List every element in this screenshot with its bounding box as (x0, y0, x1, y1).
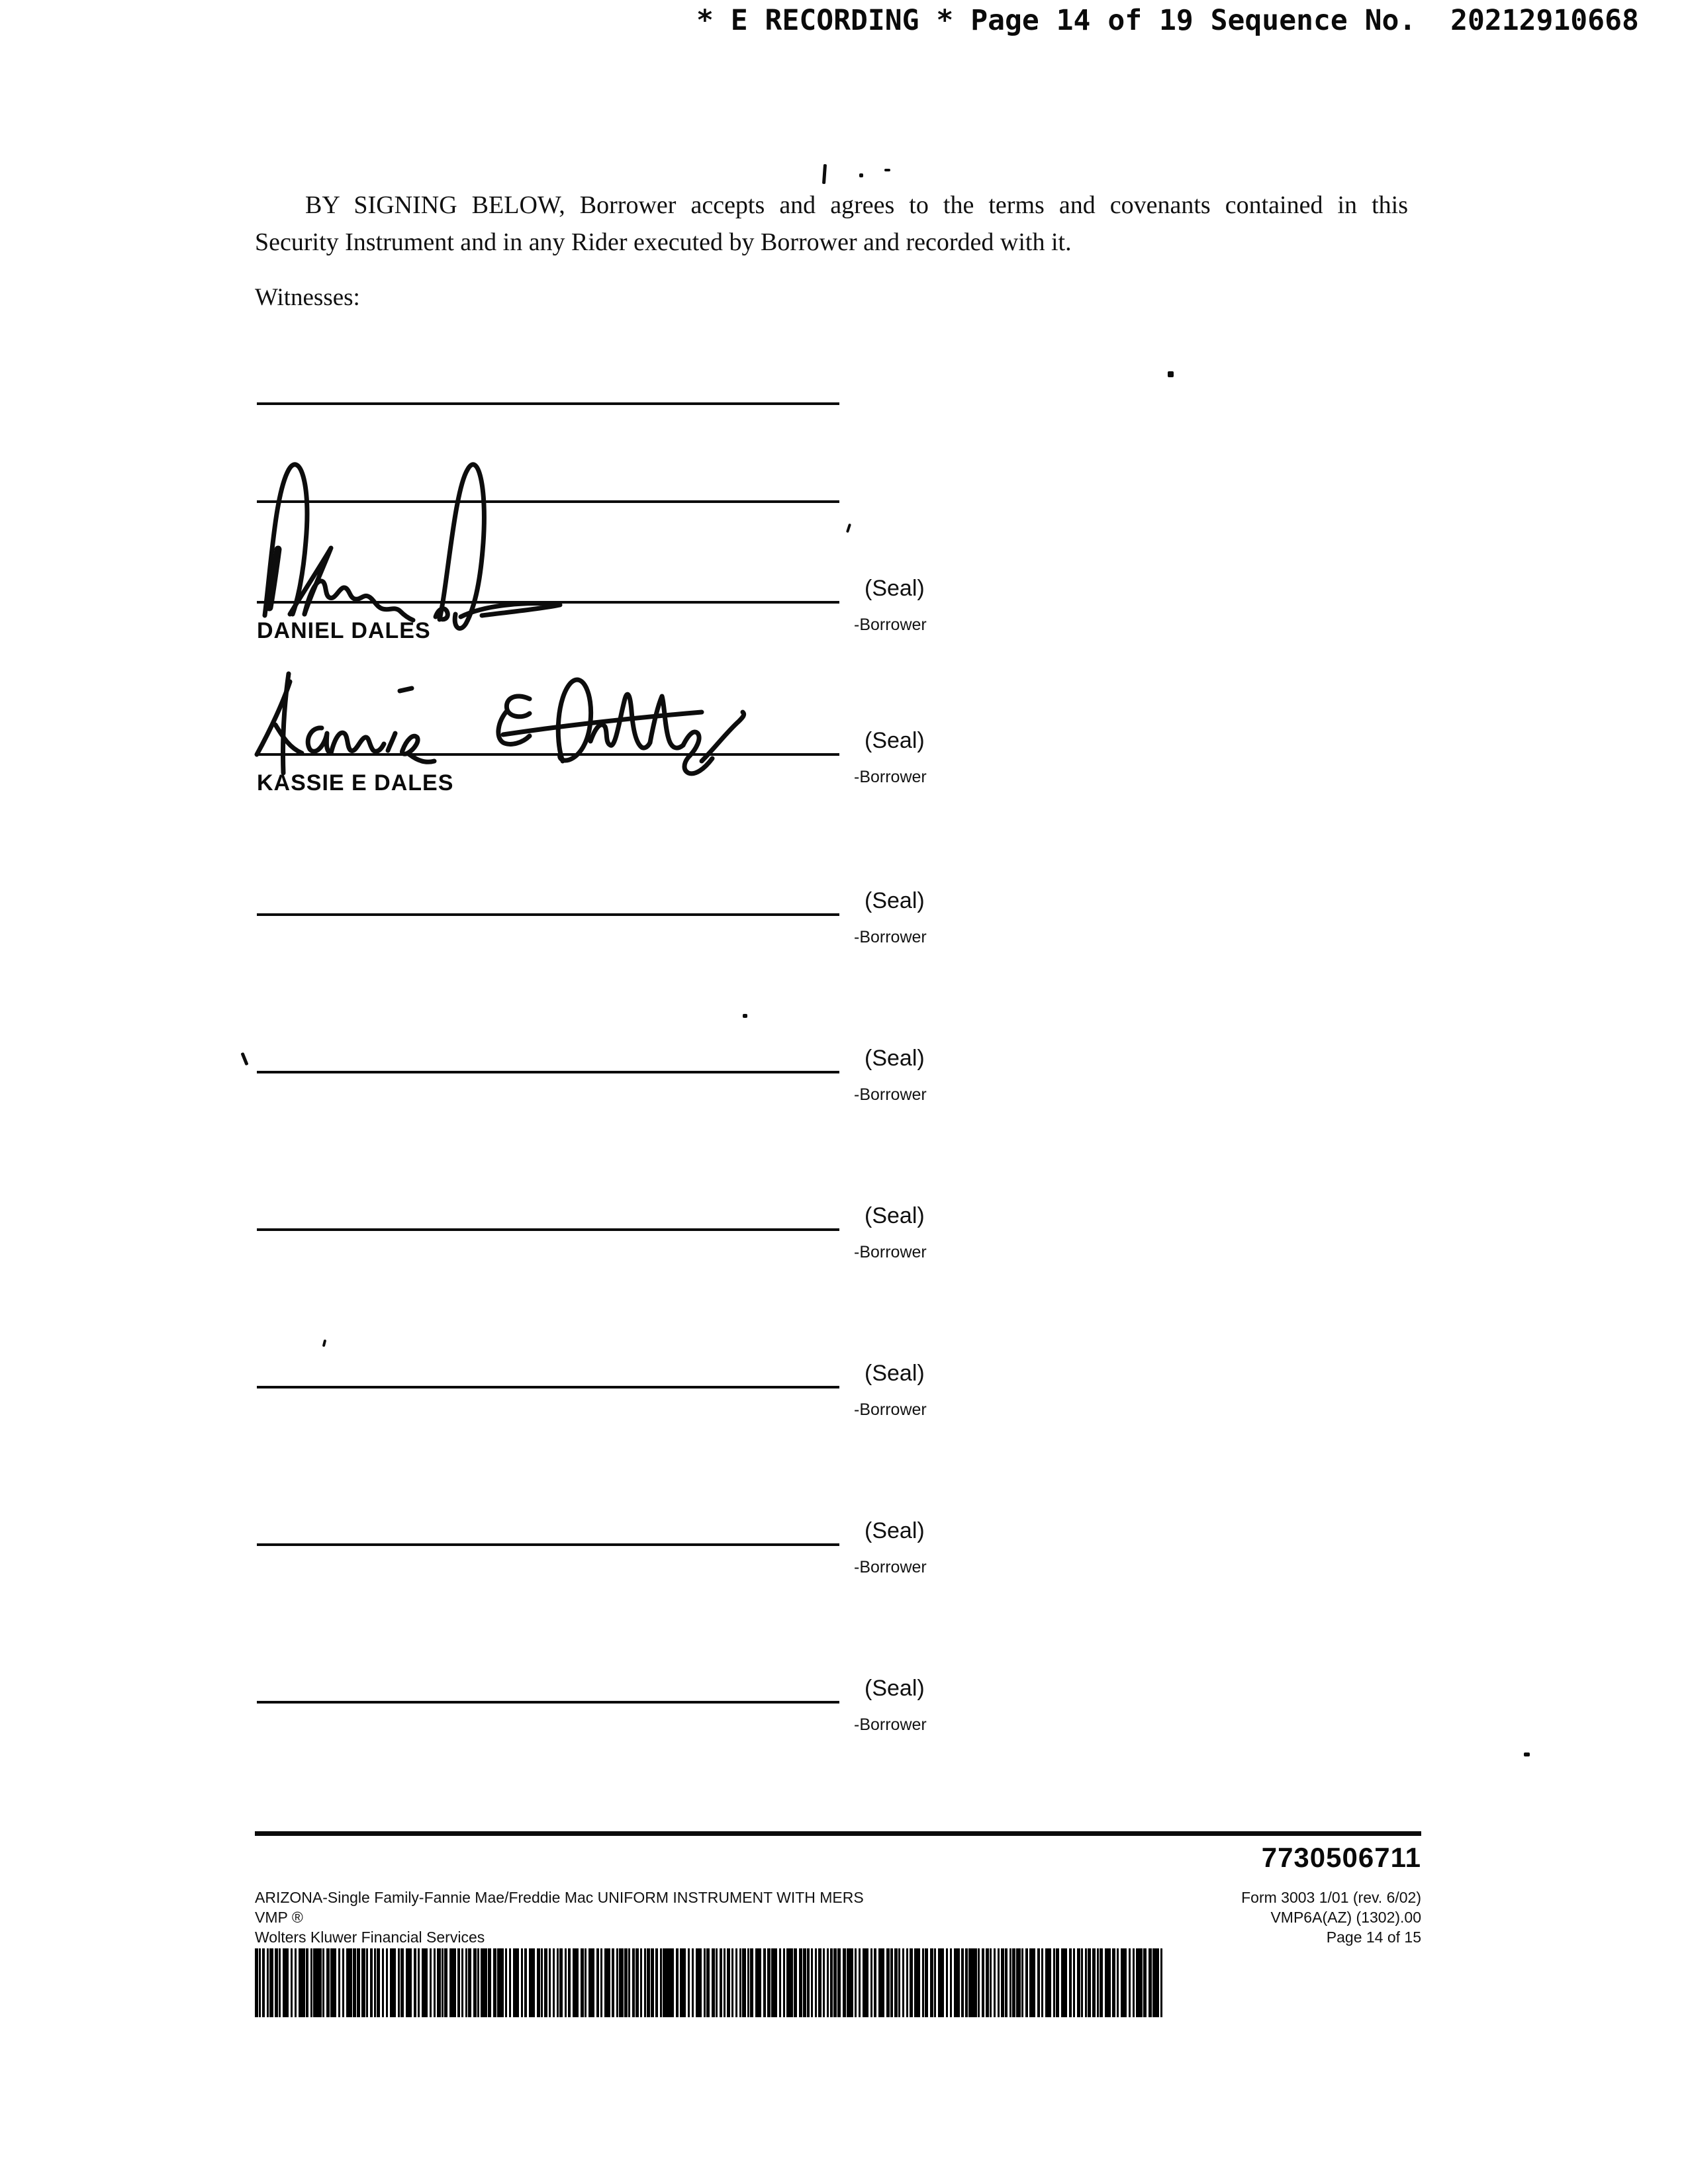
seal-label: (Seal) (865, 1203, 925, 1228)
seal-label: (Seal) (865, 1518, 925, 1543)
borrower-label: -Borrower (854, 1715, 927, 1734)
seal-label: (Seal) (865, 1046, 925, 1071)
signature-row-daniel (0, 563, 1688, 652)
borrower-label: -Borrower (854, 615, 927, 634)
signature-line (257, 1386, 839, 1388)
signature-line (257, 601, 839, 604)
signer-name: KASSIE E DALES (257, 770, 454, 796)
signer-name: DANIEL DALES (257, 618, 431, 643)
signature-line (257, 753, 839, 756)
witness-line-1 (257, 402, 839, 405)
form-number: Form 3003 1/01 (rev. 6/02) (1241, 1889, 1421, 1906)
publisher-label: Wolters Kluwer Financial Services (255, 1929, 485, 1946)
signature-line (257, 913, 839, 916)
borrower-label: -Borrower (854, 1085, 927, 1104)
signature-line (257, 1543, 839, 1546)
barcode (255, 1948, 1163, 2017)
borrower-label: -Borrower (854, 1558, 927, 1576)
seal-label: (Seal) (865, 728, 925, 753)
seal-label: (Seal) (865, 576, 925, 601)
loan-number: 7730506711 (1261, 1842, 1421, 1873)
signature-row-blank (0, 1190, 1688, 1279)
signature-line (257, 1071, 839, 1073)
paragraph-line-2: Security Instrument and in any Rider executed by Borrower and recorded with it. (255, 228, 1072, 256)
borrower-label: -Borrower (854, 928, 927, 946)
footer-right-block (892, 1888, 1421, 1947)
ink-speck (322, 1340, 327, 1347)
page-number: Page 14 of 15 (1326, 1929, 1421, 1946)
ink-speck (1524, 1752, 1530, 1756)
seal-label: (Seal) (865, 888, 925, 913)
e-recording-header: * E RECORDING * Page 14 of 19 Sequence No. 20212910668 (696, 4, 1639, 37)
signature-row-blank (0, 1347, 1688, 1437)
footer-rule (255, 1831, 1421, 1836)
witnesses-label: Witnesses: (255, 284, 360, 311)
signature-row-blank (0, 1662, 1688, 1752)
signature-row-blank (0, 1505, 1688, 1594)
ink-speck (822, 164, 827, 184)
vmp-form-code: VMP6A(AZ) (1302).00 (1270, 1909, 1421, 1926)
ink-speck (1168, 371, 1174, 377)
paragraph-line-1: BY SIGNING BELOW, Borrower accepts and agrees to the terms and covenants contained in this (305, 191, 1408, 219)
signature-row-blank (0, 1032, 1688, 1122)
borrower-label: -Borrower (854, 768, 927, 786)
seal-label: (Seal) (865, 1361, 925, 1386)
signature-row-blank (0, 875, 1688, 964)
signature-line (257, 1228, 839, 1231)
borrower-label: -Borrower (854, 1243, 927, 1261)
ink-speck (743, 1014, 747, 1018)
ink-speck (884, 169, 890, 171)
signature-line (257, 1701, 839, 1704)
vmp-label: VMP ® (255, 1909, 303, 1926)
seal-label: (Seal) (865, 1676, 925, 1701)
signature-row-kassie (0, 715, 1688, 804)
form-description: ARIZONA-Single Family-Fannie Mae/Freddie Mac UNIFORM INSTRUMENT WITH MERS (255, 1889, 864, 1906)
borrower-label: -Borrower (854, 1400, 927, 1419)
ink-speck (859, 173, 863, 177)
ink-speck (846, 523, 851, 533)
covenant-paragraph (255, 187, 1408, 261)
